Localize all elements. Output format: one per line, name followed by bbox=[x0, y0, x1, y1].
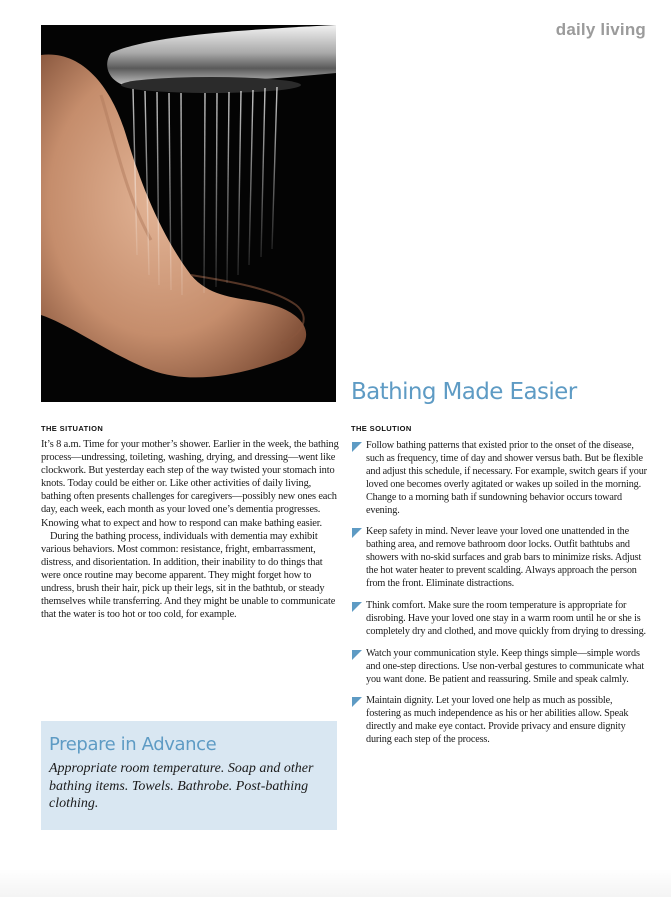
page-bottom-shade bbox=[0, 869, 671, 897]
solution-item bbox=[351, 600, 647, 639]
situation-heading: THE SITUATION bbox=[41, 424, 104, 433]
situation-paragraph: It’s 8 a.m. Time for your mother’s shower. Earlier in the week, the bathing process—undressing, toileting, washing, drying, and dressing—went like clockwork. But yesterday each step of the way twisted your stomach into knots. Today could be either or. Like other activities of daily living, bathing often presents challenges for caregivers—possibly new ones each day, each week, each month as your loved one’s dementia progresses. Knowing what to expect and how to respond can make bathing easier. bbox=[41, 439, 339, 529]
prepare-in-advance-box bbox=[41, 721, 337, 830]
situation-paragraph: During the bathing process, individuals with dementia may exhibit various behaviors. Most common: resistance, fright, embarrassment, distress, and disorientation. In addition, their inability to do things that were once routine may become apparent. They might forget how to undress, brush their hair, pick up their legs, sit in the bathtub, or steady themselves while transferring. And they might be unable to communicate that the water is too hot or too cold, for example. bbox=[41, 530, 336, 621]
advance-text: Appropriate room temperature. Soap and other bathing items. Towels. Bathrobe. Post-bathing clothing. bbox=[49, 761, 314, 811]
section-tag: daily living bbox=[555, 20, 646, 39]
solution-item bbox=[351, 648, 647, 687]
solution-item-text: Maintain dignity. Let your loved one help as much as possible, fostering as much independence as his or her abilities allow. Speak directly and make eye contact. Provide privacy and ensure dignity during each step of the process. bbox=[366, 695, 629, 746]
triangle-bullet-icon bbox=[352, 442, 362, 452]
solution-heading: THE SOLUTION bbox=[351, 424, 412, 433]
photo-illustration bbox=[41, 25, 336, 402]
triangle-bullet-icon bbox=[352, 650, 362, 660]
advance-title: Prepare in Advance bbox=[49, 734, 217, 755]
situation-body bbox=[41, 438, 339, 621]
solution-list bbox=[351, 440, 647, 756]
solution-item-text: Keep safety in mind. Never leave your loved one unattended in the bathing area, and remove bathroom door locks. Outfit bathtubs and showers with no-skid surfaces and grab bars to minimize risks. Adjust the hot water heater to prevent scalding. Always approach the person from the front. Eliminate distractions. bbox=[366, 526, 642, 590]
solution-item-text: Think comfort. Make sure the room temperature is appropriate for disrobing. Have your loved one stay in a warm room until he or she is completely dry and clothed, and move quickly from drying to dressing. bbox=[366, 599, 646, 637]
triangle-bullet-icon bbox=[352, 697, 362, 707]
triangle-bullet-icon bbox=[352, 602, 362, 612]
triangle-bullet-icon bbox=[352, 528, 362, 538]
solution-item-text: Watch your communication style. Keep things simple—simple words and one-step directions. Use non-verbal gestures to communicate what you want done. Be patient and reassuring. Smile and speak calmly. bbox=[366, 647, 645, 685]
solution-item bbox=[351, 695, 647, 747]
article-title: Bathing Made Easier bbox=[351, 379, 577, 405]
solution-item-text: Follow bathing patterns that existed prior to the onset of the disease, such as frequency, time of day and shower versus bath. But be flexible and adjust this schedule, if necessary. For example, switch gears if your loved one becomes overly agitated or wakes up soiled in the morning. Change to a morning bath if sundowning behavior occurs toward evening. bbox=[366, 440, 647, 516]
solution-item bbox=[351, 440, 647, 517]
solution-item bbox=[351, 526, 647, 591]
hand-under-shower-photo bbox=[41, 25, 336, 402]
